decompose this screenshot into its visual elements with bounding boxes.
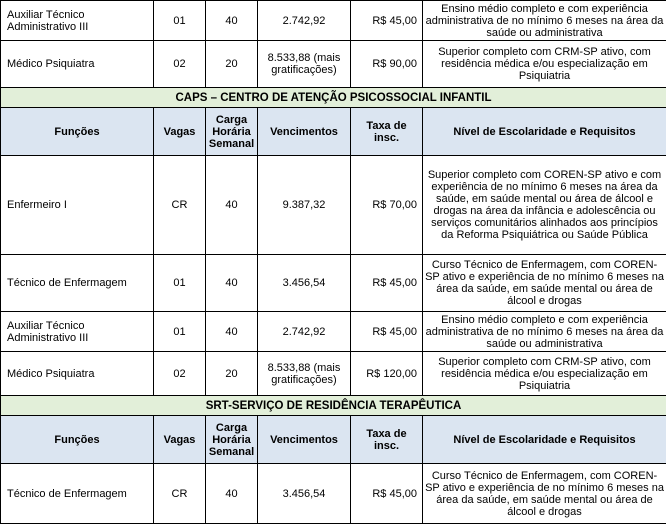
taxa-cell: R$ 90,00 (351, 41, 423, 88)
table-row (1, 156, 666, 255)
table-row (1, 41, 666, 88)
col-header-carga: Carga Horária Semanal (206, 108, 258, 156)
col-header-vencimentos: Vencimentos (258, 416, 351, 464)
vencimentos-cell: 3.456,54 (258, 464, 351, 524)
taxa-cell: R$ 45,00 (351, 1, 423, 41)
table-row (1, 464, 666, 524)
table-row (1, 352, 666, 396)
carga-cell: 20 (206, 352, 258, 396)
section-title-row (1, 88, 666, 108)
col-header-funcoes: Funções (1, 416, 154, 464)
requisitos-cell: Superior completo com CRM-SP ativo, com residência médica e/ou especialização em Psiquiatria (423, 352, 666, 396)
vencimentos-cell: 2.742,92 (258, 1, 351, 41)
header-row (1, 108, 666, 156)
vagas-cell: CR (154, 156, 206, 255)
vagas-cell: CR (154, 464, 206, 524)
taxa-cell: R$ 70,00 (351, 156, 423, 255)
carga-cell: 40 (206, 1, 258, 41)
vencimentos-cell: 8.533,88 (mais gratificações) (258, 41, 351, 88)
section-title-srt: SRT-SERVIÇO DE RESIDÊNCIA TERAPÊUTICA (1, 396, 666, 416)
carga-cell: 40 (206, 464, 258, 524)
col-header-nivel: Nível de Escolaridade e Requisitos (423, 416, 666, 464)
taxa-cell: R$ 45,00 (351, 464, 423, 524)
funcao-cell: Médico Psiquiatra (1, 41, 154, 88)
funcao-cell: Auxiliar Técnico Administrativo III (1, 1, 154, 41)
carga-cell: 40 (206, 255, 258, 312)
carga-cell: 20 (206, 41, 258, 88)
funcao-cell: Técnico de Enfermagem (1, 464, 154, 524)
vagas-cell: 01 (154, 255, 206, 312)
carga-cell: 40 (206, 312, 258, 352)
funcao-cell: Técnico de Enfermagem (1, 255, 154, 312)
vagas-cell: 01 (154, 312, 206, 352)
table-row (1, 312, 666, 352)
requisitos-cell: Curso Técnico de Enfermagem, com COREN-SP ativo e experiência de no mínimo 6 meses na área da saúde, em saúde mental ou área de álcool e drogas (423, 255, 666, 312)
requisitos-cell: Superior completo com COREN-SP ativo e com experiência de no mínimo 6 meses na área da saúde, em saúde mental ou área de álcool e drogas na área da infância e adolescência ou serviços comunitários alinhados aos princípios da Reforma Psiquiátrica ou Saúde Pública (423, 156, 666, 255)
col-header-taxa: Taxa de insc. (351, 416, 423, 464)
requisitos-cell: Superior completo com CRM-SP ativo, com residência médica e/ou especialização em Psiquiatria (423, 41, 666, 88)
vencimentos-cell: 3.456,54 (258, 255, 351, 312)
vencimentos-cell: 2.742,92 (258, 312, 351, 352)
header-row (1, 416, 666, 464)
taxa-cell: R$ 120,00 (351, 352, 423, 396)
vencimentos-cell: 8.533,88 (mais gratificações) (258, 352, 351, 396)
requisitos-cell: Ensino médio completo e com experiência administrativa de no mínimo 6 meses na área da saúde ou administrativa (423, 312, 666, 352)
requisitos-cell: Ensino médio completo e com experiência administrativa de no mínimo 6 meses na área da saúde ou administrativa (423, 1, 666, 41)
table-row (1, 255, 666, 312)
funcao-cell: Enfermeiro I (1, 156, 154, 255)
vagas-cell: 01 (154, 1, 206, 41)
funcao-cell: Médico Psiquiatra (1, 352, 154, 396)
col-header-vagas: Vagas (154, 108, 206, 156)
col-header-nivel: Nível de Escolaridade e Requisitos (423, 108, 666, 156)
section-title-caps: CAPS – CENTRO DE ATENÇÃO PSICOSSOCIAL INFANTIL (1, 88, 666, 108)
col-header-funcoes: Funções (1, 108, 154, 156)
vencimentos-cell: 9.387,32 (258, 156, 351, 255)
vagas-cell: 02 (154, 41, 206, 88)
funcao-cell: Auxiliar Técnico Administrativo III (1, 312, 154, 352)
col-header-taxa: Taxa de insc. (351, 108, 423, 156)
taxa-cell: R$ 45,00 (351, 255, 423, 312)
requisitos-cell: Curso Técnico de Enfermagem, com COREN-SP ativo e experiência de no mínimo 6 meses na área da saúde, em saúde mental ou área de álcool e drogas (423, 464, 666, 524)
col-header-carga: Carga Horária Semanal (206, 416, 258, 464)
col-header-vagas: Vagas (154, 416, 206, 464)
taxa-cell: R$ 45,00 (351, 312, 423, 352)
carga-cell: 40 (206, 156, 258, 255)
vagas-cell: 02 (154, 352, 206, 396)
table-row (1, 1, 666, 41)
section-title-row (1, 396, 666, 416)
col-header-vencimentos: Vencimentos (258, 108, 351, 156)
